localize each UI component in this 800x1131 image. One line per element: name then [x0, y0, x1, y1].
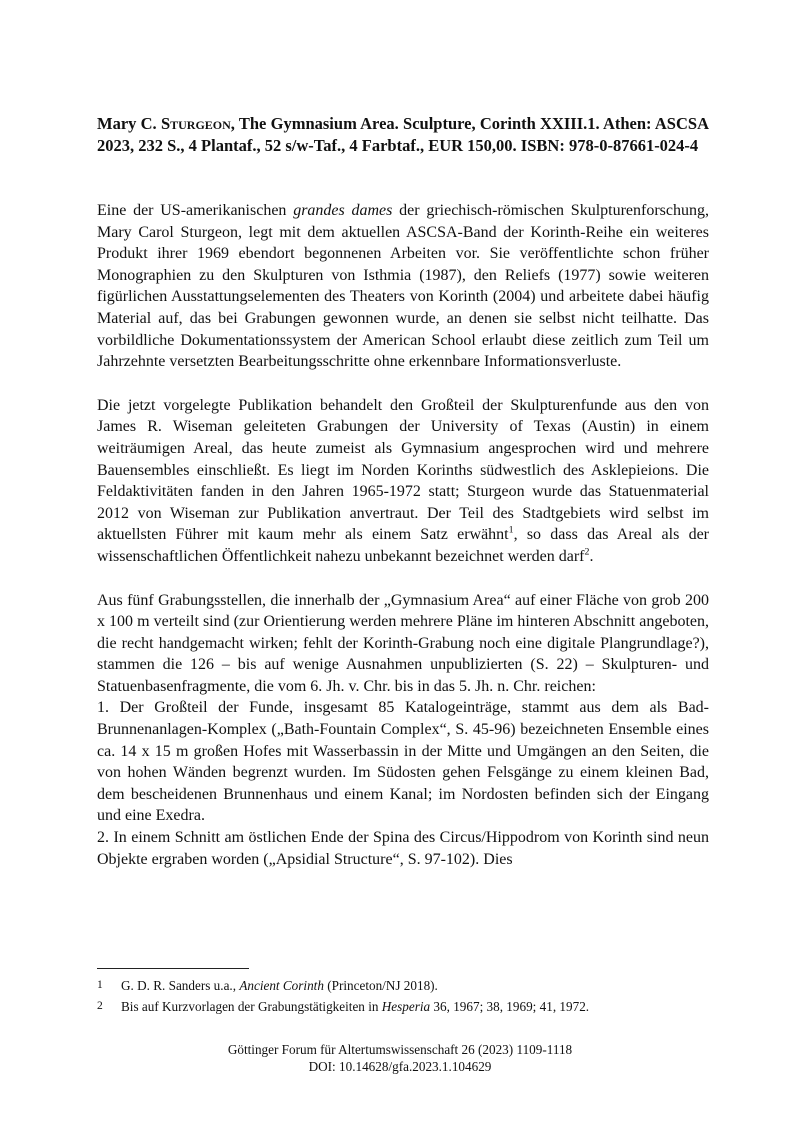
- paragraph-publication: Die jetzt vorgelegte Publikation behandelt den Großteil der Skulpturenfunde aus den von James R. Wiseman geleiteten Grabungen der University of Texas (Austin) in einem weiträumigen Areal, das heute zumeist als Gymnasium angesprochen wird und mehrere Bauensembles einschließt. Es liegt im Norden Korinths südwestlich des Asklepieions. Die Feldaktivitäten fanden in den Jahren 1965-1972 statt; Sturgeon wurde das Statuenmaterial 2012 von Wiseman zur Publikation anvertraut. Der Teil des Stadtgebiets wird selbst im aktuellsten Führer mit kaum mehr als einem Satz erwähnt$^1$, so dass das Areal als der wissenschaftlichen Öffentlichkeit nahezu unbekannt bezeichnet werden darf$^2$.: [97, 396, 709, 565]
- footnote-2-text: Bis auf Kurzvorlagen der Grabungstätigkeiten in Hesperia 36, 1967; 38, 1969; 41, 1972.: [121, 998, 590, 1014]
- text-column: [97, 113, 709, 870]
- footnote-2: [97, 997, 709, 1018]
- footnote-separator: [97, 968, 249, 969]
- journal-citation-line: Göttinger Forum für Altertumswissenschaft 26 (2023) 1109-1118: [227, 1042, 573, 1057]
- doi-line: DOI: 10.14628/gfa.2023.1.104629: [308, 1058, 492, 1074]
- footnote-1: [97, 976, 709, 997]
- footnote-1-text: G. D. R. Sanders u.a., Ancient Corinth (Princeton/NJ 2018).: [121, 978, 438, 993]
- paragraph-excavation-sites: Aus fünf Grabungsstellen, die innerhalb der „Gymnasium Area“ auf einer Fläche von grob 200 x 100 m verteilt sind (zur Orientierung werden mehrere Pläne im hinteren Abschnitt angeboten, die recht handgemacht wirken; fehlt der Korinth-Grabung noch eine digitale Plangrundlage?), stammen die 126 – bis auf wenige Ausnahmen unpublizierten (S. 22) – Skulpturen- und Statuenbasenfragmente, die vom 6. Jh. v. Chr. bis in das 5. Jh. n. Chr. reichen:: [97, 591, 709, 695]
- footnotes-section: [97, 968, 709, 1017]
- paragraph-item-2: 2. In einem Schnitt am östlichen Ende der Spina des Circus/Hippodrom von Korinth sind neun Objekte ergraben worden („Apsidial Structure“, S. 97-102). Dies: [97, 829, 709, 868]
- footnote-1-number: 1: [97, 979, 103, 991]
- footnote-2-number: 2: [97, 999, 103, 1012]
- paragraph-intro: Eine der US-amerikanischen grandes dames der griechisch-römischen Skulpturenforschung, Mary Carol Sturgeon, legt mit dem aktuellen ASCSA-Band der Korinth-Reihe ein weiteres Produkt ihrer 1969 ebendort begonnenen Arbeiten vor. Sie veröffentlichte schon früher Monographien zu den Skulpturen von Isthmia (1987), den Reliefs (1977) sowie weiteren figürlichen Ausstattungselementen des Theaters von Korinth (2004) und arbeitete dabei häufig Material auf, das bei Grabungen gewonnen wurde, an denen sie selbst nicht teilhatte. Das vorbildliche Dokumentationssystem der American School erlaubt diese zeitlich zum Teil um Jahrzehnte versetzten Bearbeitungsschritte ohne erkennbare Informationsverluste.: [97, 202, 710, 371]
- review-heading: Mary C. Sturgeon, The Gymnasium Area. Sculpture, Corinth XXIII.1. Athen: ASCSA 2023, 232 S., 4 Plantaf., 52 s/w-Taf., 4 Farbtaf., EUR 150,00. ISBN: 978-0-87661-024-4: [97, 114, 709, 155]
- journal-footer: [0, 1042, 800, 1075]
- paragraph-item-1: 1. Der Großteil der Funde, insgesamt 85 Katalogeinträge, stammt aus dem als Bad-Brunnenanlagen-Komplex („Bath-Fountain Complex“, S. 45-96) bezeichneten Ensemble eines ca. 14 x 15 m großen Hofes mit Wasserbassin in der Mitte und Umgängen an den Seiten, die von hohen Wänden begrenzt wurden. Im Südosten gehen Felsgänge zu einem kleinen Bad, dem bescheidenen Brunnenhaus und einem Kanal; im Nordosten befinden sich der Eingang und eine Exedra.: [97, 699, 709, 825]
